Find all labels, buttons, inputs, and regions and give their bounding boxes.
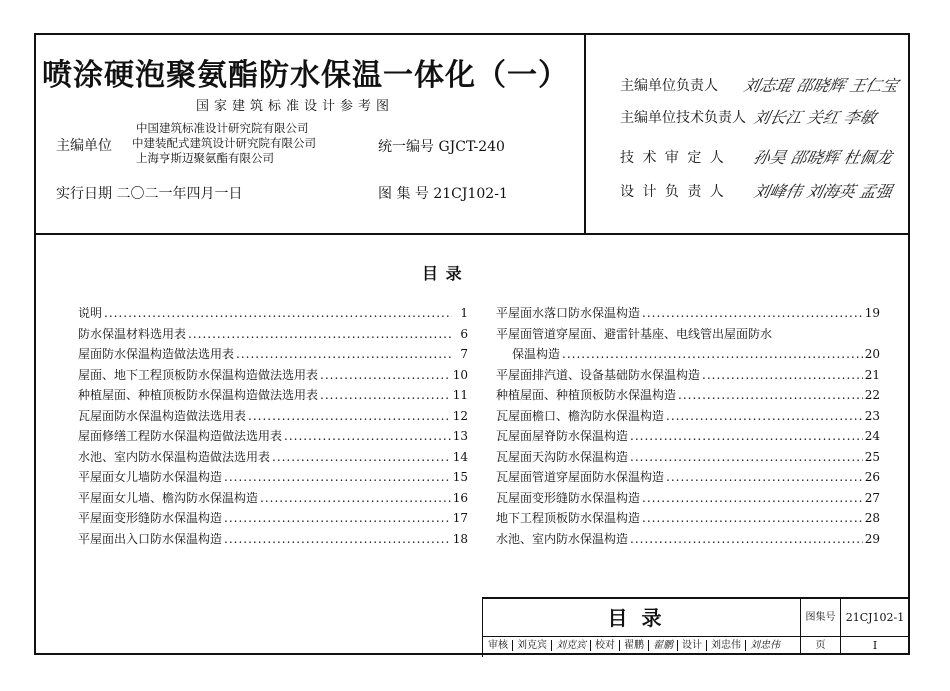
toc-entry-title: 屋面防水保温构造做法选用表 [78, 347, 235, 361]
editor-unit-2: 中建装配式建筑设计研究院有限公司 [132, 136, 316, 150]
signoff-row [483, 637, 801, 655]
toc-entry-title: 瓦屋面天沟防水保温构造 [496, 449, 629, 464]
toc-leader-dots [630, 529, 863, 550]
atlas-title: 喷涂硬泡聚氨酯防水保温一体化（一） [42, 58, 569, 93]
design-label: 设计 [682, 640, 702, 651]
toc-entry-title: 说明 [78, 306, 103, 320]
toc-leader-dots [630, 426, 863, 447]
atlas-no-label: 图集号 [801, 599, 841, 637]
header-block [36, 35, 908, 235]
signature-chief-unit-head: 刘志琨 邵晓辉 王仁宝 [741, 76, 900, 95]
toc-entry-page: 10 [452, 367, 468, 382]
toc-entry-page: 17 [452, 511, 468, 525]
sheet-title: 目录 [483, 599, 801, 637]
toc-leader-dots [224, 508, 451, 529]
toc-leader-dots [320, 365, 451, 386]
toc-entry-title: 水池、室内防水保温构造 [496, 531, 629, 546]
toc-entry-title: 瓦屋面变形缝防水保温构造 [496, 490, 641, 505]
toc-entry-page: 13 [452, 429, 468, 443]
toc-entry-page: 21 [864, 367, 880, 382]
toc-entry-title: 平屋面变形缝防水保温构造 [78, 511, 223, 525]
toc-entry [496, 324, 880, 345]
toc-entry-page: 23 [864, 408, 880, 423]
toc-leader-dots [272, 447, 451, 468]
design-signature: 刘忠伟 [750, 640, 780, 651]
role-chief-unit-head: 主编单位负责人 [620, 78, 718, 94]
toc-entry [496, 344, 880, 365]
design-name: 刘忠伟 [711, 640, 741, 651]
toc-entry [496, 529, 880, 550]
toc-left-column [78, 303, 468, 549]
toc-entry-title: 保温构造 [512, 347, 561, 361]
check-label: 校对 [595, 640, 615, 651]
toc-entry-title: 瓦屋面檐口、檐沟防水保温构造 [496, 408, 665, 423]
toc-entry-page: 27 [864, 490, 880, 505]
toc-entry-title: 平屋面管道穿屋面、避雷针基座、电线管出屋面防水 [496, 326, 773, 341]
toc-entry-page: 18 [452, 531, 468, 546]
signature-design-lead: 刘峰伟 刘海英 孟强 [751, 182, 894, 201]
toc-entry-page: 14 [452, 449, 468, 464]
toc-entry-title: 瓦屋面管道穿屋面防水保温构造 [496, 470, 665, 484]
toc-right-column [496, 303, 880, 549]
toc-leader-dots [248, 406, 451, 427]
page-label: 页 [801, 637, 841, 655]
editor-units [132, 121, 316, 166]
toc-entry-title: 地下工程顶板防水保温构造 [496, 511, 641, 525]
toc-entry-page: 15 [452, 470, 468, 484]
toc-entry [496, 467, 880, 488]
toc-leader-dots [666, 467, 863, 488]
title-block [482, 597, 909, 657]
toc-entry-title: 屋面、地下工程顶板防水保温构造做法选用表 [78, 367, 319, 382]
toc-entry [496, 426, 880, 447]
toc-leader-dots [284, 426, 451, 447]
toc-leader-dots [224, 529, 451, 550]
check-signature: 翟鹏 [653, 640, 673, 651]
atlas-no-value: 21CJ102-1 [841, 599, 909, 637]
toc-leader-dots [236, 344, 452, 365]
toc-entry [496, 365, 880, 386]
toc-entry [496, 508, 880, 529]
toc-entry-title: 平屋面女儿墙防水保温构造 [78, 470, 223, 484]
toc-entry-page: 29 [864, 531, 880, 546]
toc-entry [496, 385, 880, 406]
toc-entry-title: 种植屋面、种植顶板防水保温构造做法选用表 [78, 388, 319, 402]
toc-entry [78, 385, 468, 406]
signature-tech-reviewer: 孙昊 邵晓辉 杜佩龙 [751, 148, 894, 167]
page-value: I [872, 639, 878, 652]
toc-entry-page: 28 [864, 511, 880, 525]
toc-entry [78, 324, 468, 345]
toc-entry-page: 1 [460, 306, 468, 320]
toc-entry-page: 19 [864, 306, 880, 320]
toc-entry-page: 24 [864, 429, 880, 443]
toc-entry [78, 426, 468, 447]
toc-leader-dots [678, 385, 863, 406]
implementation-date: 实行日期 二〇二一年四月一日 [56, 186, 243, 202]
toc-entry [78, 467, 468, 488]
toc-leader-dots [630, 447, 863, 468]
role-tech-reviewer: 技 术 审 定 人 [620, 150, 726, 166]
toc-leader-dots [666, 406, 863, 427]
toc-leader-dots [320, 385, 451, 406]
toc-leader-dots [224, 467, 451, 488]
toc-entry-page: 25 [864, 449, 880, 464]
toc-entry [78, 406, 468, 427]
drawing-frame [34, 33, 910, 655]
toc-entry-title: 平屋面排汽道、设备基础防水保温构造 [496, 367, 701, 382]
toc-entry-page: 12 [452, 408, 468, 423]
toc-entry-title: 屋面修缮工程防水保温构造做法选用表 [78, 429, 283, 443]
toc-entry [78, 303, 468, 324]
toc-entry-page: 7 [460, 347, 468, 361]
review-label: 审核 [488, 640, 508, 651]
toc-entry [78, 508, 468, 529]
toc-entry-page: 11 [452, 388, 468, 402]
editor-unit-1: 中国建筑标准设计研究院有限公司 [136, 121, 309, 135]
atlas-number: 图 集 号 21CJ102-1 [378, 186, 508, 202]
role-chief-tech-head: 主编单位技术负责人 [620, 110, 746, 126]
toc-entry [496, 488, 880, 509]
toc-entry-title: 平屋面水落口防水保温构造 [496, 306, 641, 320]
toc-leader-dots [642, 488, 863, 509]
header-divider [584, 35, 586, 233]
toc-entry [78, 344, 468, 365]
toc-entry-title: 种植屋面、种植顶板防水保温构造 [496, 388, 677, 402]
editor-unit-label: 主编单位 [56, 138, 112, 154]
toc-entry-page: 22 [864, 388, 880, 402]
toc-leader-dots [104, 303, 452, 324]
toc-entry [496, 303, 880, 324]
toc-entry-title: 防水保温材料选用表 [78, 326, 187, 341]
toc-entry-title: 瓦屋面屋脊防水保温构造 [496, 429, 629, 443]
toc-leader-dots [702, 365, 863, 386]
role-design-lead: 设 计 负 责 人 [620, 184, 726, 200]
toc-entry-title: 平屋面女儿墙、檐沟防水保温构造 [78, 490, 259, 505]
toc-entry-title: 瓦屋面防水保温构造做法选用表 [78, 408, 247, 423]
review-name: 刘克宾 [517, 640, 547, 651]
toc-leader-dots [188, 324, 452, 345]
check-name: 翟鹏 [624, 640, 644, 651]
toc-entry-title: 水池、室内防水保温构造做法选用表 [78, 449, 271, 464]
toc-entry-page: 6 [460, 326, 468, 341]
unified-number: 统一编号 GJCT-240 [378, 139, 505, 155]
toc-entry-page: 26 [864, 470, 880, 484]
toc-entry [496, 447, 880, 468]
toc-leader-dots [642, 303, 863, 324]
atlas-subtitle: 国家建筑标准设计参考图 [196, 99, 395, 114]
toc-leader-dots [260, 488, 451, 509]
toc-entry [496, 406, 880, 427]
toc-leader-dots [642, 508, 863, 529]
review-signature: 刘克宾 [556, 640, 586, 651]
toc-entry [78, 529, 468, 550]
toc-entry [78, 447, 468, 468]
toc-leader-dots [562, 344, 863, 365]
toc-entry-page: 20 [864, 347, 880, 361]
editor-unit-3: 上海亨斯迈聚氨酯有限公司 [136, 151, 274, 165]
toc-entry [78, 365, 468, 386]
toc-entry-title: 平屋面出入口防水保温构造 [78, 531, 223, 546]
toc-entry-page: 16 [452, 490, 468, 505]
toc-title: 目 录 [422, 264, 463, 283]
toc-entry [78, 488, 468, 509]
signature-chief-tech-head: 刘长江 关红 李敏 [751, 108, 878, 127]
